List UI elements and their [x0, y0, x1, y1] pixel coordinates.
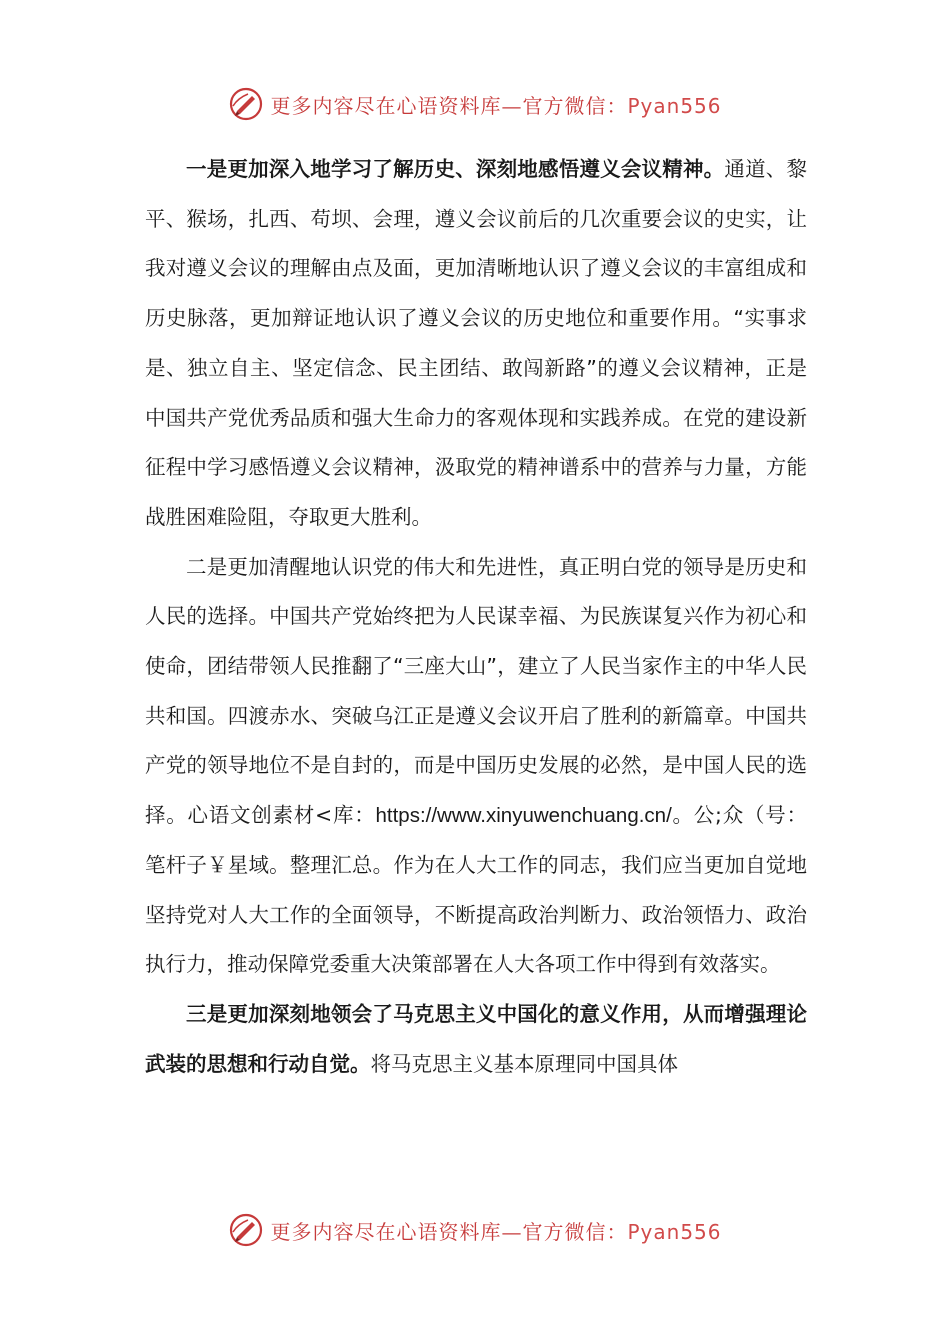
document-body [145, 145, 807, 1089]
paragraph-2 [145, 543, 807, 990]
paragraph-lead: 三是更加深刻地领会了马克思主义中国化的意义作用，从而增强理论武装的思想和行动自觉。 [145, 1001, 807, 1076]
paragraph-text: 。公;众（号：笔杆子￥星域。整理汇总。作为在人大工作的同志，我们应当更加自觉地坚持党对人大工作的全面领导，不断提高政治判断力、政治领悟力、政治执行力，推动保障党委重大决策部署在人大各项工作中得到有效落实。 [145, 803, 807, 977]
header-banner [0, 84, 950, 124]
paragraph-text: 二是更加清醒地认识党的伟大和先进性，真正明白党的领导是历史和人民的选择。中国共产党始终把为人民谋幸福、为民族谋复兴作为初心和使命，团结带领人民推翻了“三座大山”，建立了人民当家作主的中华人民共和国。四渡赤水、突破乌江正是遵义会议开启了胜利的新篇章。中国共产党的领导地位不是自封的，而是中国历史发展的必然，是中国人民的选择。心语文创素材<库： [145, 554, 807, 828]
paragraph-3 [145, 990, 807, 1089]
paragraph-1 [145, 145, 807, 543]
website-url: https://www.xinyuwenchuang.cn/ [375, 804, 672, 828]
banner-text: 更多内容尽在心语资料库—官方微信：Pyan556 [270, 93, 722, 118]
paragraph-text: 通道、黎平、猴场，扎西、苟坝、会理，遵义会议前后的几次重要会议的史实，让我对遵义会议的理解由点及面，更加清晰地认识了遵义会议的丰富组成和历史脉落，更加辩证地认识了遵义会议的历史地位和重要作用。“实事求是、独立自主、坚定信念、民主团结、敢闯新路”的遵义会议精神，正是中国共产党优秀品质和强大生命力的客观体现和实践养成。在党的建设新征程中学习感悟遵义会议精神，汲取党的精神谱系中的营养与力量，方能战胜困难险阻，夺取更大胜利。 [145, 157, 808, 529]
pen-logo-icon [228, 86, 264, 122]
footer-banner [0, 1210, 950, 1250]
pen-logo-icon [228, 1212, 264, 1248]
wechat-handle: Pyan556 [627, 1219, 722, 1244]
wechat-handle: Pyan556 [627, 93, 722, 118]
paragraph-text: 将马克思主义基本原理同中国具体 [370, 1051, 678, 1076]
paragraph-lead: 一是更加深入地学习了解历史、深刻地感悟遵义会议精神。 [186, 157, 725, 181]
banner-text: 更多内容尽在心语资料库—官方微信：Pyan556 [270, 1219, 722, 1244]
